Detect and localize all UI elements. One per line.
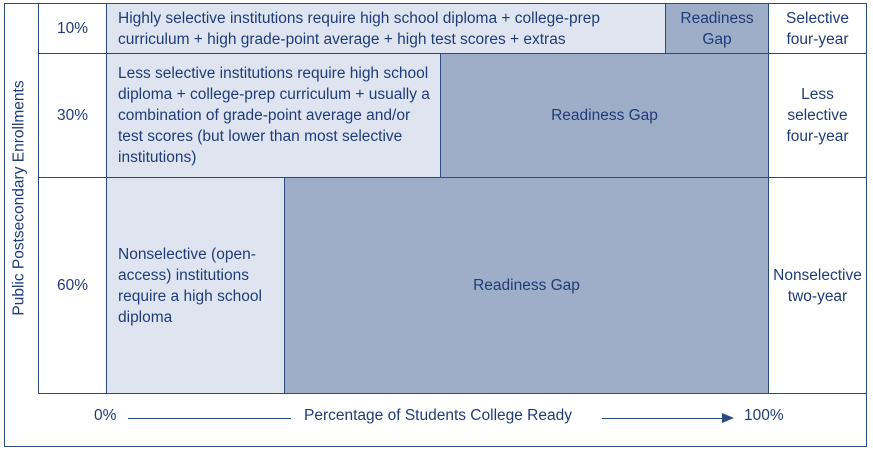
x-axis-line-right: [602, 418, 724, 419]
x-axis-end: 100%: [744, 407, 784, 424]
row-share-selective: 10%: [38, 3, 107, 54]
x-axis-start: 0%: [94, 407, 117, 424]
requirements-less-selective: Less selective institutions require high school diploma + college-prep curriculum + usually a combination of grade-point average and/or test scores (but lower than most selective institutions): [106, 53, 441, 178]
x-axis-line-left: [128, 418, 291, 419]
category-selective: Selective four-year: [768, 3, 867, 54]
x-axis: [4, 393, 867, 447]
x-axis-title: Percentage of Students College Ready: [304, 407, 572, 424]
x-axis-arrow-icon: [722, 413, 734, 423]
y-axis-label: [2, 3, 38, 393]
readiness-gap-selective: Readiness Gap: [665, 3, 769, 54]
category-nonselective: Nonselective two-year: [768, 177, 867, 394]
readiness-gap-less-selective: Readiness Gap: [440, 53, 769, 178]
row-share-less-selective: 30%: [38, 53, 107, 178]
category-less-selective: Less selective four-year: [768, 53, 867, 178]
readiness-gap-nonselective: Readiness Gap: [284, 177, 769, 394]
row-share-nonselective: 60%: [38, 177, 107, 394]
requirements-selective: Highly selective institutions require high school diploma + college-prep curriculum + high grade-point average + high test scores + extras: [106, 3, 666, 54]
requirements-nonselective: Nonselective (open-access) institutions require a high school diploma: [106, 177, 285, 394]
y-axis-label-text: Public Postsecondary Enrollments: [11, 80, 29, 316]
